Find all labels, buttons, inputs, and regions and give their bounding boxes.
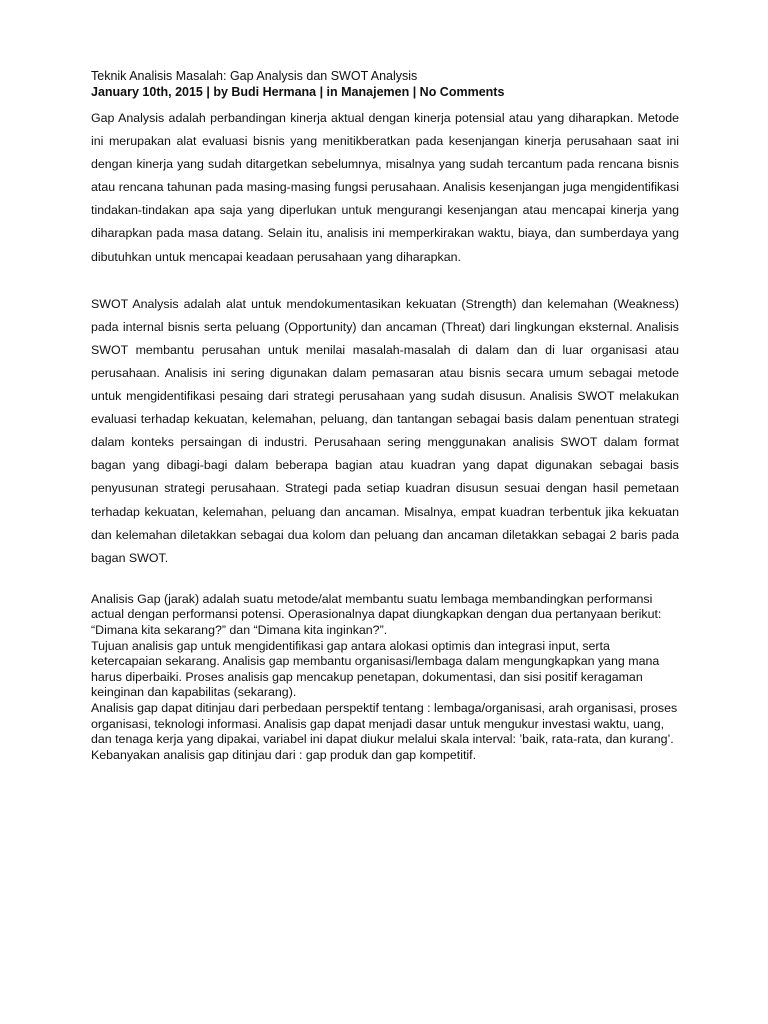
- document-header: [91, 68, 691, 100]
- paragraph-analisis-gap-perspective: Analisis gap dapat ditinjau dari perbedaan perspektif tentang : lembaga/organisasi, arah organisasi, proses organisasi, teknologi informasi. Analisis gap dapat menjadi dasar untuk mengukur investasi waktu, uang, dan tenaga kerja yang dipakai, variabel ini dapat diukur melalui skala interval: ’baik, rata-rata, dan kurang’. Kebanyakan analisis gap ditinjau dari : gap produk dan gap kompetitif.: [91, 700, 678, 762]
- paragraph-analisis-gap-definition: Analisis Gap (jarak) adalah suatu metode/alat membantu suatu lembaga membandingkan performansi actual dengan performansi potensi. Operasionalnya dapat diungkapkan dengan dua pertanyaan berikut: “Dimana kita sekarang?” dan “Dimana kita inginkan?”.: [91, 591, 662, 637]
- paragraph-spacer: [91, 570, 679, 592]
- document-body: [91, 107, 679, 763]
- paragraph-swot-analysis: SWOT Analysis adalah alat untuk mendokumentasikan kekuatan (Strength) dan kelemahan (Weakness) pada internal bisnis serta peluang (Opportunity) dan ancaman (Threat) dari lingkungan eksternal. Analisis SWOT membantu perusahan untuk menilai masalah-masalah di dalam dan di luar organisasi atau perusahaan. Analisis ini sering digunakan dalam pemasaran atau bisnis secara umum sebagai metode untuk mengidentifikasi pesaing dari strategi perusahaan yang sudah disusun. Analisis SWOT melakukan evaluasi terhadap kekuatan, kelemahan, peluang, dan tantangan sebagai basis dalam penentuan strategi dalam konteks persaingan di industri. Perusahaan sering menggunakan analisis SWOT dalam format bagan yang dibagi-bagi dalam beberapa bagian atau kuadran yang dapat digunakan sebagai basis penyusunan strategi perusahaan. Strategi pada setiap kuadran disusun sesuai dengan hasil pemetaan terhadap kekuatan, kelemahan, peluang dan ancaman. Misalnya, empat kuadran terbentuk jika kekuatan dan kelemahan diletakkan sebagai dua kolom dan peluang dan ancaman diletakkan sebagai 2 baris pada bagan SWOT.: [91, 296, 679, 565]
- document-title: Teknik Analisis Masalah: Gap Analysis dan SWOT Analysis: [91, 69, 418, 83]
- paragraph-spacer: [91, 269, 679, 293]
- paragraph-gap-analysis: Gap Analysis adalah perbandingan kinerja aktual dengan kinerja potensial atau yang diharapkan. Metode ini merupakan alat evaluasi bisnis yang menitikberatkan pada kesenjangan kinerja perusahaan saat ini dengan kinerja yang sudah ditargetkan sebelumnya, misalnya yang sudah tercantum pada rencana bisnis atau rencana tahunan pada masing-masing fungsi perusahaan. Analisis kesenjangan juga mengidentifikasi tindakan-tindakan apa saja yang diperlukan untuk mengurangi kesenjangan atau mencapai kinerja yang diharapkan pada masa datang. Selain itu, analisis ini memperkirakan waktu, biaya, dan sumberdaya yang dibutuhkan untuk mencapai keadaan perusahaan yang diharapkan.: [91, 111, 679, 264]
- document-meta: January 10th, 2015 | by Budi Hermana | in Manajemen | No Comments: [91, 85, 505, 99]
- paragraph-analisis-gap-purpose: Tujuan analisis gap untuk mengidentifikasi gap antara alokasi optimis dan integrasi input, serta ketercapaian sekarang. Analisis gap membantu organisasi/lembaga dalam mengungkapkan yang mana harus diperbaiki. Proses analisis gap mencakup penetapan, dokumentasi, dan sisi positif keragaman keinginan dan kapabilitas (sekarang).: [91, 638, 660, 700]
